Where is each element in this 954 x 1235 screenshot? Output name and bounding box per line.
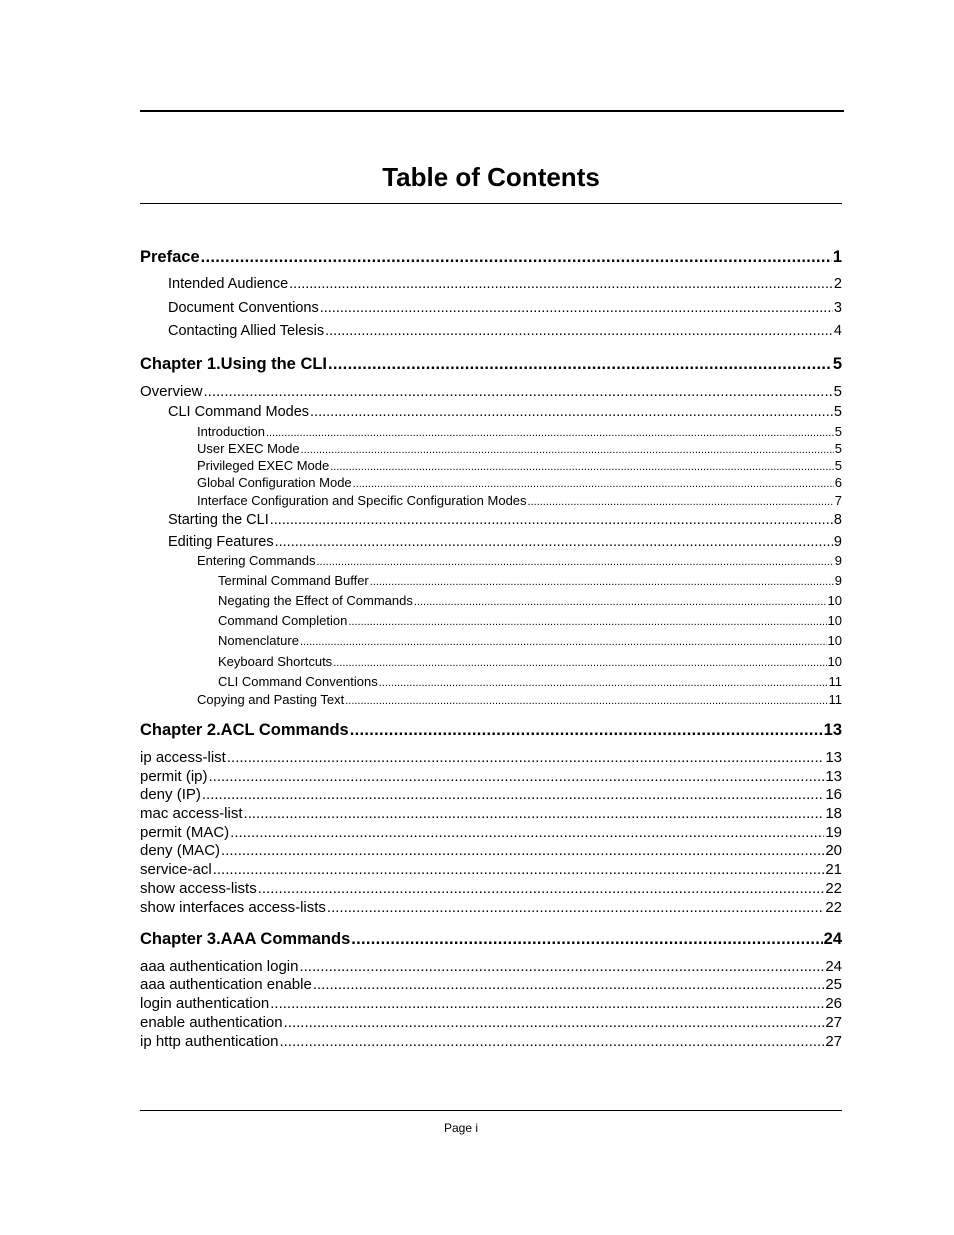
toc-dot-leader xyxy=(258,880,825,897)
toc-entry[interactable] xyxy=(168,534,842,550)
toc-entry[interactable] xyxy=(168,404,842,420)
toc-dot-leader xyxy=(310,404,833,420)
toc-entry[interactable] xyxy=(140,824,842,841)
toc-dot-leader xyxy=(209,768,825,785)
toc-entry[interactable] xyxy=(140,899,842,916)
toc-entry[interactable] xyxy=(218,573,842,588)
toc-dot-leader xyxy=(328,355,832,374)
toc-entry[interactable] xyxy=(140,768,842,785)
toc-entry-page: 9 xyxy=(833,534,842,550)
toc-dot-leader xyxy=(202,786,824,803)
toc-entry[interactable] xyxy=(140,976,842,993)
toc-entry-page: 18 xyxy=(825,805,842,822)
toc-entry-title: deny (IP) xyxy=(140,786,201,803)
toc-dot-leader xyxy=(345,695,827,707)
toc-entry-title: CLI Command Conventions xyxy=(218,674,378,689)
toc-entry-title: ip access-list xyxy=(140,749,226,766)
toc-entry-title: service-acl xyxy=(140,861,212,878)
toc-entry-page: 26 xyxy=(825,995,842,1012)
toc-entry[interactable] xyxy=(197,493,842,508)
toc-entry-page: 11 xyxy=(828,674,842,689)
toc-entry-page: 13 xyxy=(825,749,842,766)
toc-entry-page: 5 xyxy=(834,424,842,439)
page-title: Table of Contents xyxy=(382,162,600,192)
toc-entry[interactable] xyxy=(140,383,842,400)
toc-entry-page: 20 xyxy=(825,842,842,859)
toc-dot-leader xyxy=(244,805,825,822)
toc-entry-title: Intended Audience xyxy=(168,276,289,292)
toc-dot-leader xyxy=(351,930,822,949)
toc-dot-leader xyxy=(313,976,825,993)
toc-dot-leader xyxy=(204,383,833,400)
toc-entry-page: 19 xyxy=(825,824,842,841)
toc-entry-title: CLI Command Modes xyxy=(168,404,310,420)
toc-entry-title: Document Conventions xyxy=(168,300,319,316)
toc-entry-page: 24 xyxy=(823,930,842,948)
toc-dot-leader xyxy=(284,1014,825,1031)
toc-chapter-entry[interactable] xyxy=(140,248,842,267)
toc-dot-leader xyxy=(227,749,824,766)
toc-entry-page: 24 xyxy=(825,958,842,975)
toc-entry-page: 22 xyxy=(825,880,842,897)
toc-dot-leader xyxy=(333,657,826,669)
toc-entry[interactable] xyxy=(197,441,842,456)
toc-dot-leader xyxy=(348,616,826,628)
toc-entry-title: Global Configuration Mode xyxy=(197,475,352,490)
toc-entry-title: enable authentication xyxy=(140,1014,283,1031)
toc-entry[interactable] xyxy=(218,613,842,628)
toc-entry-title: show access-lists xyxy=(140,880,257,897)
toc-entry-page: 8 xyxy=(833,512,842,528)
toc-entry-title: permit (ip) xyxy=(140,768,208,785)
toc-entry-title: Copying and Pasting Text xyxy=(197,692,345,707)
toc-entry[interactable] xyxy=(168,512,842,528)
toc-dot-leader xyxy=(301,444,834,456)
toc-entry-title: Editing Features xyxy=(168,534,274,550)
toc-entry-page: 5 xyxy=(833,404,842,420)
toc-entry[interactable] xyxy=(218,674,842,689)
toc-entry-page: 27 xyxy=(825,1014,842,1031)
toc-dot-leader xyxy=(528,496,834,508)
toc-entry[interactable] xyxy=(197,458,842,473)
toc-entry[interactable] xyxy=(168,300,842,316)
toc-entry-title: Chapter 3.AAA Commands xyxy=(140,930,351,948)
toc-entry[interactable] xyxy=(168,323,842,339)
toc-entry[interactable] xyxy=(140,958,842,975)
toc-entry-title: Command Completion xyxy=(218,613,348,628)
toc-entry[interactable] xyxy=(218,654,842,669)
toc-dot-leader xyxy=(414,596,827,608)
toc-entry[interactable] xyxy=(197,553,842,568)
toc-entry-page: 4 xyxy=(833,323,842,339)
toc-entry[interactable] xyxy=(197,424,842,439)
toc-entry-title: Preface xyxy=(140,248,200,266)
toc-entry-title: Overview xyxy=(140,383,203,400)
toc-entry[interactable] xyxy=(218,593,842,608)
toc-entry-page: 21 xyxy=(825,861,842,878)
toc-entry-page: 10 xyxy=(827,613,842,628)
toc-dot-leader xyxy=(270,512,833,528)
toc-entry-page: 5 xyxy=(832,355,842,373)
toc-entry-page: 11 xyxy=(828,692,842,707)
toc-entry[interactable] xyxy=(140,749,842,766)
toc-dot-leader xyxy=(353,478,834,490)
toc-dot-leader xyxy=(221,842,824,859)
toc-dot-leader xyxy=(266,427,834,439)
toc-entry-page: 10 xyxy=(827,593,842,608)
toc-entry-page: 3 xyxy=(833,300,842,316)
toc-entry[interactable] xyxy=(140,1033,842,1050)
toc-entry-title: mac access-list xyxy=(140,805,243,822)
toc-dot-leader xyxy=(350,721,823,740)
toc-dot-leader xyxy=(270,995,824,1012)
toc-entry[interactable] xyxy=(168,276,842,292)
toc-entry-title: ip http authentication xyxy=(140,1033,279,1050)
toc-entry-title: show interfaces access-lists xyxy=(140,899,326,916)
toc-entry-page: 7 xyxy=(834,493,842,508)
toc-entry-page: 5 xyxy=(833,383,842,400)
toc-entry-page: 25 xyxy=(825,976,842,993)
toc-entry-title: User EXEC Mode xyxy=(197,441,300,456)
toc-entry-page: 13 xyxy=(823,721,842,739)
toc-entry-title: Keyboard Shortcuts xyxy=(218,654,333,669)
toc-entry[interactable] xyxy=(140,786,842,803)
toc-entry-page: 6 xyxy=(834,475,842,490)
toc-entry-page: 27 xyxy=(825,1033,842,1050)
toc-entry-page: 9 xyxy=(834,553,842,568)
toc-entry-title: Introduction xyxy=(197,424,265,439)
toc-chapter-entry[interactable] xyxy=(140,721,842,740)
toc-entry-page: 9 xyxy=(834,573,842,588)
toc-dot-leader xyxy=(230,824,824,841)
toc-entry-title: Terminal Command Buffer xyxy=(218,573,369,588)
toc-entry-title: aaa authentication enable xyxy=(140,976,312,993)
toc-dot-leader xyxy=(201,248,832,267)
toc-entry-title: aaa authentication login xyxy=(140,958,299,975)
toc-entry-title: Nomenclature xyxy=(218,633,299,648)
toc-entry-page: 1 xyxy=(832,248,842,266)
toc-dot-leader xyxy=(275,534,833,550)
toc-dot-leader xyxy=(379,677,828,689)
toc-dot-leader xyxy=(289,276,833,292)
toc-dot-leader xyxy=(279,1033,824,1050)
toc-chapter-entry[interactable] xyxy=(140,930,842,949)
toc-dot-leader xyxy=(370,576,834,588)
toc-entry-title: Privileged EXEC Mode xyxy=(197,458,330,473)
toc-entry-title: Entering Commands xyxy=(197,553,316,568)
toc-dot-leader xyxy=(320,300,833,316)
page-footer: Page i xyxy=(443,1121,479,1135)
toc-entry-title: deny (MAC) xyxy=(140,842,221,859)
toc-entry-page: 22 xyxy=(825,899,842,916)
toc-entry[interactable] xyxy=(140,880,842,897)
footer-rule xyxy=(140,1110,842,1111)
toc-entry-page: 10 xyxy=(827,633,842,648)
toc-entry[interactable] xyxy=(140,805,842,822)
toc-entry-title: Interface Configuration and Specific Configuration Modes xyxy=(197,493,527,508)
toc-entry-page: 2 xyxy=(833,276,842,292)
toc-entry[interactable] xyxy=(218,633,842,648)
toc-entry-page: 13 xyxy=(825,768,842,785)
top-rule xyxy=(140,110,844,112)
toc-entry-page: 16 xyxy=(825,786,842,803)
toc-entry[interactable] xyxy=(140,861,842,878)
toc-entry[interactable] xyxy=(140,995,842,1012)
toc-entry-page: 5 xyxy=(834,458,842,473)
toc-entry-title: Starting the CLI xyxy=(168,512,269,528)
toc-entry-title: Chapter 2.ACL Commands xyxy=(140,721,349,739)
toc-entry-page: 10 xyxy=(827,654,842,669)
toc-entry-title: Negating the Effect of Commands xyxy=(218,593,413,608)
toc-entry-title: permit (MAC) xyxy=(140,824,230,841)
toc-dot-leader xyxy=(317,556,834,568)
toc-dot-leader xyxy=(325,323,833,339)
toc-entry[interactable] xyxy=(140,1014,842,1031)
toc-entry[interactable] xyxy=(140,842,842,859)
toc-entry-title: Contacting Allied Telesis xyxy=(168,323,325,339)
toc-dot-leader xyxy=(327,899,824,916)
toc-dot-leader xyxy=(299,958,824,975)
toc-entry-title: login authentication xyxy=(140,995,270,1012)
toc-entry[interactable] xyxy=(197,692,842,707)
toc-entry-page: 5 xyxy=(834,441,842,456)
toc-entry[interactable] xyxy=(197,475,842,490)
title-rule xyxy=(140,203,842,204)
toc-dot-leader xyxy=(213,861,825,878)
toc-chapter-entry[interactable] xyxy=(140,355,842,374)
toc-dot-leader xyxy=(330,461,834,473)
toc-entry-title: Chapter 1.Using the CLI xyxy=(140,355,328,373)
toc-dot-leader xyxy=(300,636,827,648)
